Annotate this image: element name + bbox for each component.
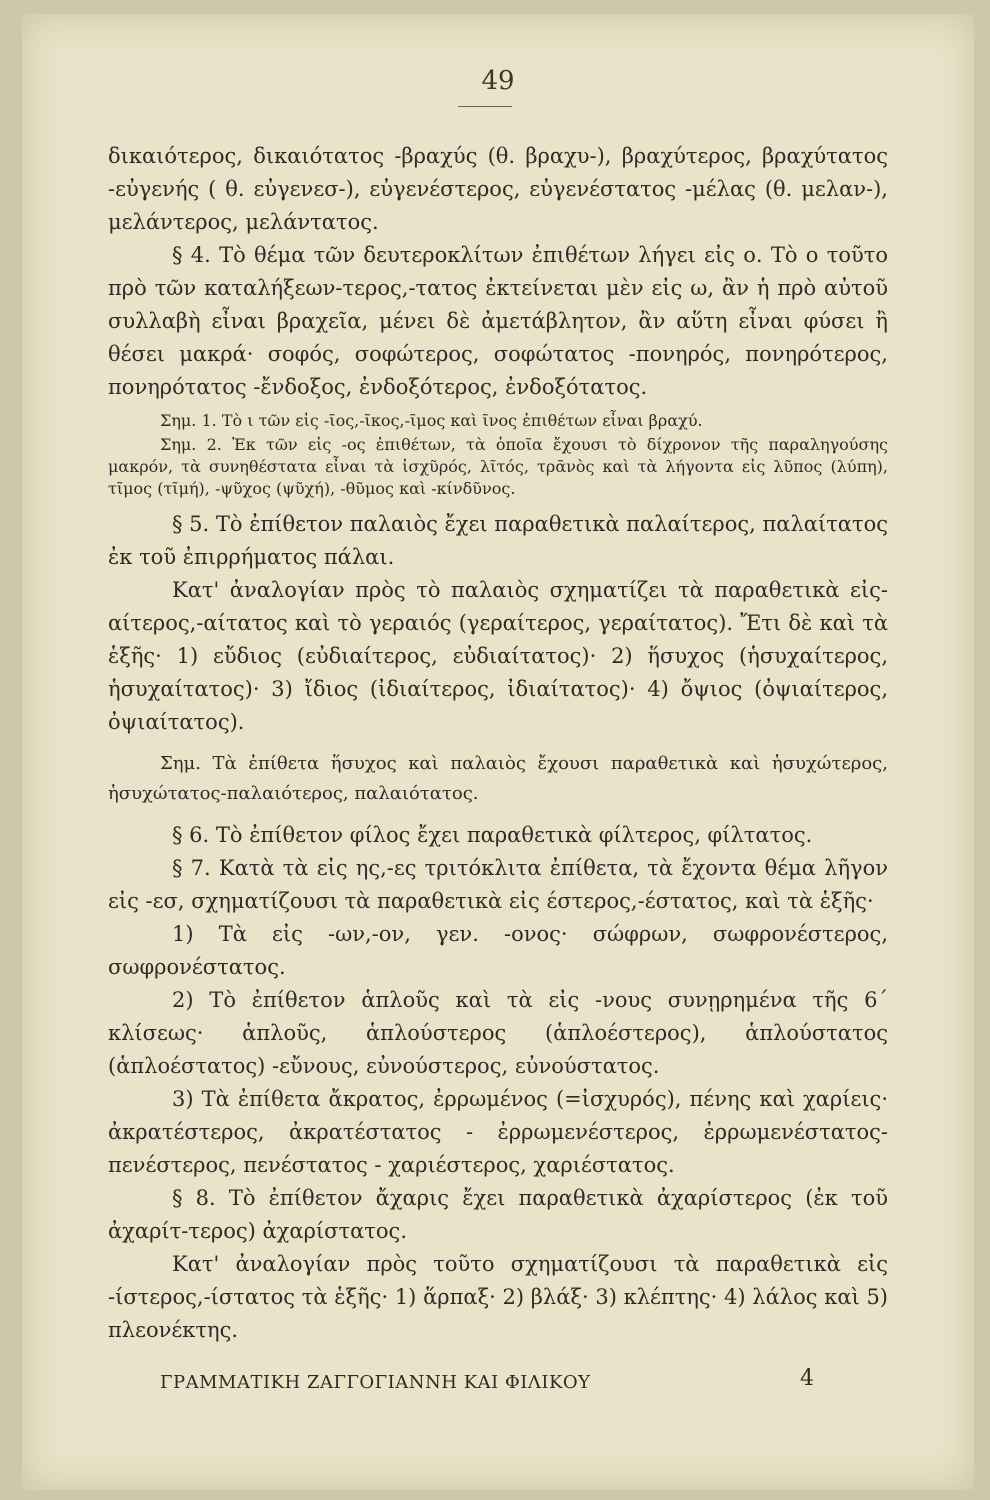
- paragraph: δικαιότερος, δικαιότατος -βραχύς (θ. βραχυ-), βραχύτερος, βραχύτατος -εὐγενής ( θ. εὐγενεσ-), εὐγενέστερος, εὐγενέστατος -μέλας (θ. μελαν-), μελάντερος, μελάντατος.: [108, 144, 888, 234]
- paragraph-section-5: § 5. Τὸ ἐπίθετον παλαιὸς ἔχει παραθετικὰ παλαίτερος, παλαίτατος ἐκ τοῦ ἐπιρρήματος πάλαι.: [108, 512, 889, 569]
- note-3: Σημ. Τὰ ἐπίθετα ἥσυχος καὶ παλαιὸς ἔχουσι παραθετικὰ καὶ ἡσυχώτερος, ἡσυχώτατος-παλαιότερος, παλαιότατος.: [108, 753, 888, 804]
- footer-title: ΓΡΑΜΜΑΤΙΚΗ ΖΑΓΓΟΓΙΑΝΝΗ ΚΑΙ ΦΙΛΙΚΟΥ: [160, 1372, 591, 1393]
- paragraph-section-7: § 7. Κατὰ τὰ εἰς ης,-ες τριτόκλιτα ἐπίθετα, τὰ ἔχοντα θέμα λῆγον εἰς -εσ, σχηματίζουσι τὰ παραθετικὰ εἰς έστερος,-έστατος, καὶ τὰ ἑξῆς·: [108, 856, 888, 913]
- book-page: [22, 14, 974, 1490]
- paragraph-section-6: § 6. Τὸ ἐπίθετον φίλος ἔχει παραθετικὰ φίλτερος, φίλτατος.: [172, 823, 813, 847]
- note-2: Σημ. 2. Ἐκ τῶν εἰς -ος ἐπιθέτων, τὰ ὁποῖα ἔχουσι τὸ δίχρονον τῆς παραληγούσης μακρόν, τὰ συνηθέστατα εἶναι τὰ ἰσχῦρός, λῖτός, τρᾶνὸς καὶ τὰ λήγοντα εἰς λῦπος (λύπη), τῖμος (τῖμή), -ψῦχος (ψῦχή), -θῦμος καὶ -κίνδῦνος.: [108, 435, 888, 498]
- list-item-2: 2) Τὸ ἐπίθετον ἁπλοῦς καὶ τὰ εἰς -νους συνῃρημένα τῆς 6΄ κλίσεως· ἁπλοῦς, ἁπλούστερος (ἁπλοέστερος), ἁπλούστατος (ἁπλοέστατος) -εὔνους, εὐνούστερος, εὐνούστατος.: [108, 988, 888, 1078]
- page-body: [108, 140, 888, 1347]
- list-item-3: 3) Τὰ ἐπίθετα ἄκρατος, ἐρρωμένος (=ἰσχυρός), πένης καὶ χαρίεις· ἀκρατέστερος, ἀκρατέστατος - ἐρρωμενέστερος, ἐρρωμενέστατος-πενέστερος, πενέστατος - χαριέστερος, χαριέστατος.: [108, 1087, 888, 1177]
- note-1: Σημ. 1. Τὸ ι τῶν εἰς -ῖος,-ῖκος,-ῖμος καὶ ῖνος ἐπιθέτων εἶναι βραχύ.: [160, 411, 703, 430]
- page-number: 49: [481, 66, 515, 96]
- footer-signature: 4: [800, 1366, 814, 1391]
- paragraph-section-4: § 4. Τὸ θέμα τῶν δευτερoκλίτων ἐπιθέτων λήγει εἰς ο. Τὸ ο τοῦτο πρὸ τῶν καταλήξεων-τερος,-τατος ἐκτείνεται μὲν εἰς ω, ἂν ἡ πρὸ αὐτοῦ συλλαβὴ εἶναι βραχεῖα, μένει δὲ ἀμετάβλητον, ἂν αὕτη εἶναι φύσει ἢ θέσει μακρά· σοφός, σοφώτερος, σοφώτατος -πονηρός, πονηρότερος, πονηρότατος -ἔνδοξος, ἐνδοξότερος, ἐνδοξότατος.: [108, 243, 888, 399]
- list-item-1: 1) Τὰ εἰς -ων,-ον, γεν. -ονος· σώφρων, σωφρονέστερος, σωφρονέστατος.: [108, 922, 888, 979]
- paragraph-analogy: Κατ' ἀναλογίαν πρὸς τὸ παλαιὸς σχηματίζει τὰ παραθετικὰ εἰς-αίτερος,-αίτατος καὶ τὸ γεραιός (γεραίτερος, γεραίτατος). Ἔτι δὲ καὶ τὰ ἑξῆς· 1) εὔδιος (εὐδιαίτερος, εὐδιαίτατος)· 2) ἥσυχος (ἡσυχαίτερος, ἡσυχαίτατος)· 3) ἴδιος (ἰδιαίτερος, ἰδιαίτατος)· 4) ὄψιος (ὀψιαίτερος, ὀψιαίτατος).: [108, 578, 888, 734]
- paragraph-analogy-2: Κατ' ἀναλογίαν πρὸς τοῦτο σχηματίζουσι τὰ παραθετικὰ εἰς -ίστερος,-ίστατος τὰ ἑξῆς· 1) ἅρπαξ· 2) βλάξ· 3) κλέπτης· 4) λάλος καὶ 5) πλεονέκτης.: [108, 1252, 888, 1342]
- paragraph-section-8: § 8. Τὸ ἐπίθετον ἄχαρις ἔχει παραθετικὰ ἀχαρίστερος (ἐκ τοῦ ἀχαρίτ-τερος) ἀχαρίστατος.: [108, 1186, 888, 1243]
- page-number-rule: [458, 106, 512, 107]
